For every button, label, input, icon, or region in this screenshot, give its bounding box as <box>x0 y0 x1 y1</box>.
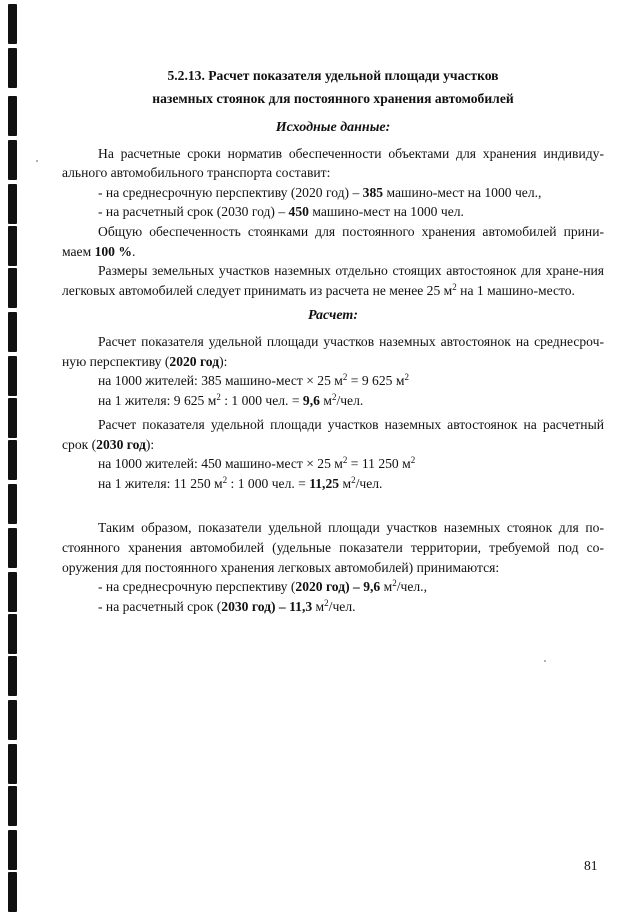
spiral-binding <box>8 0 20 905</box>
superscript: 2 <box>331 392 337 403</box>
paragraph-text: ): <box>219 353 228 369</box>
superscript: 2 <box>392 578 397 589</box>
item-text: /чел., <box>396 579 427 595</box>
calc-text: на 1 жителя: 11 250 м <box>98 476 223 492</box>
year-label: 2020 год <box>169 353 220 369</box>
item-text: м <box>380 579 393 595</box>
binding-hole <box>8 184 17 224</box>
paragraph-text: ): <box>145 436 155 452</box>
binding-hole <box>8 744 17 784</box>
item-text: машино-мест на 1000 чел. <box>308 204 464 220</box>
item-text: - на расчетный срок ( <box>98 598 222 614</box>
item-value: 385 <box>362 184 384 200</box>
item-text: м <box>312 598 325 614</box>
item-text: машино-мест на 1000 чел., <box>383 184 542 200</box>
source-item-2030 <box>62 202 604 222</box>
calculation-heading: Расчет: <box>308 308 358 324</box>
binding-hole <box>8 226 17 266</box>
result-value: 9,6 <box>302 393 320 409</box>
binding-hole <box>8 572 17 612</box>
superscript: 2 <box>404 372 409 383</box>
scan-speck <box>544 660 546 662</box>
paragraph-text: Расчет показателя удельной площади участков наземных автостоянок на среднесроч-ную перспективу ( <box>62 333 604 369</box>
binding-hole <box>8 356 17 396</box>
calc-text: : 1 000 чел. = <box>220 393 303 409</box>
conclusion-paragraph: Таким образом, показатели удельной площади участков наземных стоянок для по-стоянного хранения автомобилей (удельные показатели территории, требуемой под со-оружения для постоянного хранения легковых автомобилей) принимаются: <box>62 520 604 575</box>
paragraph-text: Расчет показателя удельной площади участков наземных автостоянок на расчетный срок ( <box>62 417 604 452</box>
superscript: 2 <box>342 372 348 383</box>
binding-hole <box>8 700 17 740</box>
result-value: 11,25 <box>309 476 340 492</box>
total-value: 100 % <box>94 243 132 259</box>
calc-2020-intro <box>62 332 604 371</box>
calc-2020-per-1000 <box>62 371 604 391</box>
total-provision-paragraph <box>62 222 604 261</box>
item-text: /чел. <box>328 598 356 614</box>
source-intro-paragraph: На расчетные сроки норматив обеспеченности объектами для хранения индивиду-ального автомобильного транспорта составит: <box>62 145 604 181</box>
section-title-line2: наземных стоянок для постоянного хранения автомобилей <box>152 91 514 106</box>
binding-hole <box>8 140 17 180</box>
calc-text: = 11 250 м <box>347 456 411 472</box>
result-value: 2020 год) – 9,6 <box>295 579 381 595</box>
binding-hole <box>8 312 17 352</box>
paragraph-text: на 1 машино-место. <box>456 282 575 298</box>
binding-hole <box>8 398 17 438</box>
superscript: 2 <box>324 597 329 608</box>
binding-hole <box>8 268 17 308</box>
calc-text: = 9 625 м <box>347 373 405 389</box>
calc-text: на 1000 жителей: 385 машино-мест × 25 м <box>98 373 343 389</box>
superscript: 2 <box>351 475 356 486</box>
superscript: 2 <box>410 455 416 466</box>
calc-2030-per-resident <box>62 474 604 494</box>
binding-hole <box>8 440 17 480</box>
calc-text: /чел. <box>336 393 364 409</box>
paragraph-text: Размеры земельных участков наземных отдельно стоящих автостоянок для хране-ния легковых автомобилей следует принимать из расчета не менее 25 м <box>62 263 604 298</box>
calc-text: на 1 жителя: 9 625 м <box>98 393 217 409</box>
source-item-2020 <box>62 183 604 203</box>
land-size-paragraph <box>62 261 604 300</box>
calc-text: : 1 000 чел. = <box>227 476 310 492</box>
calc-2020-per-resident <box>62 391 604 411</box>
binding-hole <box>8 96 17 136</box>
superscript: 2 <box>222 475 228 486</box>
paragraph-text: Общую обеспеченность стоянками для постоянного хранения автомобилей прини-маем <box>62 223 604 259</box>
calc-text: м <box>319 393 332 409</box>
section-title <box>62 64 604 110</box>
conclusion-item-2020 <box>62 577 604 597</box>
source-data-heading: Исходные данные: <box>275 120 391 135</box>
year-label: 2030 год <box>96 436 146 452</box>
item-text: - на расчетный срок (2030 год) – <box>98 204 289 220</box>
calc-text: /чел. <box>355 476 383 492</box>
binding-hole <box>8 786 17 826</box>
paragraph-text: . <box>131 243 136 259</box>
document-body <box>62 64 604 616</box>
binding-hole <box>8 4 17 44</box>
superscript: 2 <box>452 281 457 292</box>
section-title-line1: 5.2.13. Расчет показателя удельной площади участков <box>167 68 499 83</box>
superscript: 2 <box>216 392 221 403</box>
binding-hole <box>8 872 17 912</box>
calc-2030-per-1000 <box>62 454 604 474</box>
scan-speck <box>36 160 38 162</box>
binding-hole <box>8 528 17 568</box>
conclusion-item-2030 <box>62 597 604 617</box>
binding-hole <box>8 484 17 524</box>
item-value: 450 <box>288 204 309 220</box>
calc-2030-intro <box>62 415 604 454</box>
result-value: 2030 год) – 11,3 <box>221 598 313 614</box>
binding-hole <box>8 656 17 696</box>
superscript: 2 <box>342 455 348 466</box>
item-text: - на среднесрочную перспективу ( <box>98 579 296 595</box>
item-text: - на среднесрочную перспективу (2020 год) – <box>98 184 363 200</box>
binding-hole <box>8 48 17 88</box>
calc-text: м <box>339 476 352 492</box>
calc-text: на 1000 жителей: 450 машино-мест × 25 м <box>98 456 343 472</box>
page-number: 81 <box>584 858 598 873</box>
binding-hole <box>8 614 17 654</box>
binding-hole <box>8 830 17 870</box>
